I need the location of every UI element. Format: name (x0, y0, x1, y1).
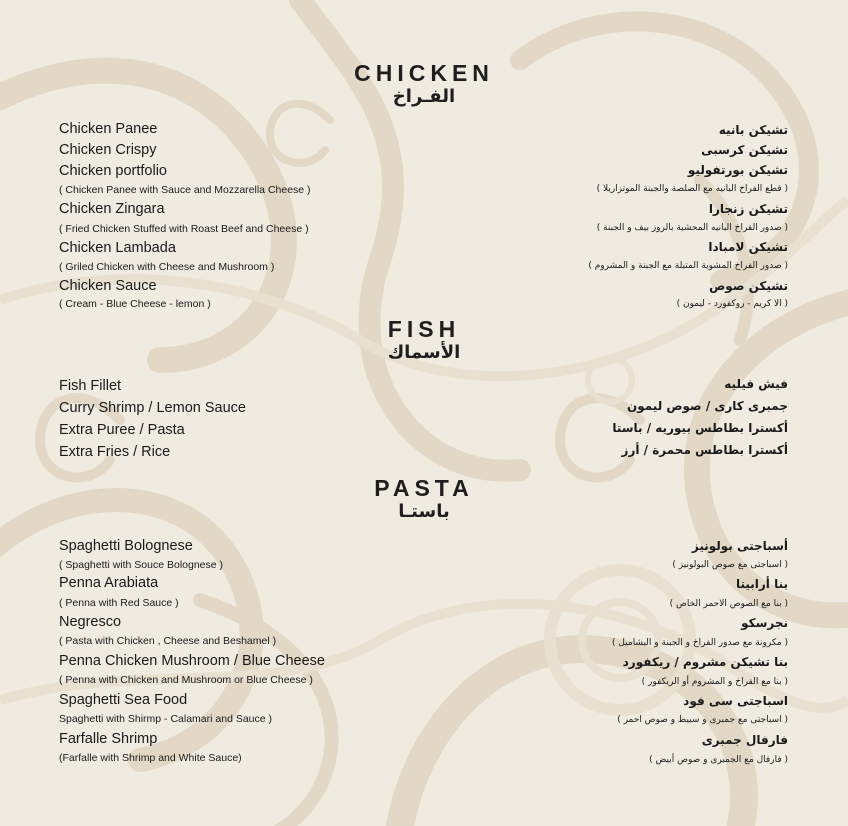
menu-item-name: Spaghetti Sea Food (59, 692, 188, 708)
menu-item-description-ar: ( الا كريم - روكفورد - ليمون ) (676, 299, 788, 309)
menu-item-name-ar: تشيكن زنجارا (708, 202, 788, 216)
menu-item-description-ar: ( مكرونة مع صدور الفراخ و الجبنة و البشاميل ) (611, 638, 788, 648)
menu-item-description-ar: ( قطع الفراخ البانيه مع الصلصة والجبنة الموتزاريلا ) (596, 184, 788, 194)
menu-item-description: ( Fried Chicken Stuffed with Roast Beef and Cheese ) (59, 223, 309, 235)
menu-item-name-ar: تشيكن كرسبى (701, 143, 788, 157)
menu-item-description: ( Penna with Red Sauce ) (59, 597, 179, 609)
menu-item-description-ar: ( بنا مع الفراخ و المشروم أو الريكفور ) (641, 677, 788, 687)
menu-item-description: ( Pasta with Chicken , Cheese and Beshamel ) (59, 635, 277, 647)
menu-item-description-ar: ( صدور الفراخ البانيه المحشية بالروز بيف و الجبنة ) (596, 223, 788, 233)
menu-item-name-ar: تشيكن صوص (709, 279, 788, 293)
menu-item-name: Chicken Sauce (59, 278, 157, 294)
menu-item-description: ( Griled Chicken with Cheese and Mushroom ) (59, 261, 275, 273)
menu-item-name: Chicken Lambada (59, 240, 176, 256)
menu-item-name: Penna Arabiata (59, 575, 159, 591)
menu-item-name: Fish Fillet (59, 378, 122, 394)
menu-item-name: Chicken Panee (59, 121, 158, 137)
menu-item-name: Farfalle Shrimp (59, 731, 158, 747)
menu-item-description-ar: ( صدور الفراخ المشوية المتبلة مع الجبنة و المشروم ) (588, 261, 788, 271)
menu-item-description-ar: ( بنا مع الصوص الاحمر الخاص ) (669, 599, 788, 609)
menu-item-name: Spaghetti Bolognese (59, 538, 193, 554)
menu-item-name-ar: اسباجتى سى فود (683, 694, 788, 708)
menu-item-name: Chicken Crispy (59, 142, 157, 158)
menu-item-description: ( Chicken Panee with Sauce and Mozzarella Cheese ) (59, 184, 311, 196)
menu-item-name-ar: أكسترا بطاطس محمرة / أرز (621, 443, 788, 457)
menu-item-name-ar: تشيكن بورتفوليو (687, 163, 788, 177)
menu-item-name-ar: بنا أرابيتا (735, 577, 788, 591)
section-title-en: CHICKEN (354, 60, 494, 86)
menu-item-description-ar: ( فارفال مع الجمبرى و صوص أبيض ) (649, 755, 788, 765)
menu-item-name-ar: فارفال جمبرى (701, 733, 788, 747)
menu-item-description-ar: ( اسباجتى مع صوص البولونيز ) (672, 560, 788, 570)
section-title-en: PASTA (374, 475, 474, 501)
section-title-ar: الفـراخ (392, 86, 456, 107)
menu-item-description: ( Cream - Blue Cheese - lemon ) (59, 298, 211, 310)
section-title-en: FISH (387, 316, 461, 342)
menu-item-description: (Farfalle with Shrimp and White Sauce) (59, 752, 242, 764)
menu-item-description: Spaghetti with Shirmp - Calamari and Sauce ) (59, 713, 273, 725)
menu-item-name: Chicken Zingara (59, 201, 165, 217)
menu-item-description: ( Penna with Chicken and Mushroom or Blue Cheese ) (59, 674, 313, 686)
menu-item-name-ar: تشيكن بانيه (718, 123, 788, 137)
section-title-chicken (0, 60, 848, 108)
section-title-ar: باستـا (398, 501, 450, 522)
menu-item-name-ar: أكسترا بطاطس بيوريه / باستا (612, 421, 788, 435)
menu-item-name-ar: بنا تشيكن مشروم / ريكفورد (622, 655, 788, 669)
section-title-ar: الأسماك (387, 342, 461, 363)
menu-item-name: Curry Shrimp / Lemon Sauce (59, 400, 246, 416)
menu-item-name-ar: فيش فيليه (724, 377, 788, 391)
menu-item-name: Extra Fries / Rice (59, 444, 171, 460)
section-title-pasta (0, 475, 848, 523)
menu-item-name-ar: أسباجتى بولونيز (691, 539, 788, 553)
menu-item-name: Chicken portfolio (59, 163, 167, 179)
menu-item-name-ar: نجرسكو (741, 616, 788, 630)
section-title-fish (0, 316, 848, 364)
menu-item-name-ar: تشيكن لامبادا (708, 240, 788, 254)
menu-item-name: Extra Puree / Pasta (59, 422, 185, 438)
menu-item-name: Penna Chicken Mushroom / Blue Cheese (59, 653, 325, 669)
menu-item-name-ar: جمبرى كارى / صوص ليمون (626, 399, 788, 413)
menu-item-description: ( Spaghetti with Souce Bolognese ) (59, 559, 224, 571)
menu-item-description-ar: ( اسباجتى مع جمبرى و سبيط و صوص احمر ) (617, 715, 788, 725)
menu-item-name: Negresco (59, 614, 122, 630)
